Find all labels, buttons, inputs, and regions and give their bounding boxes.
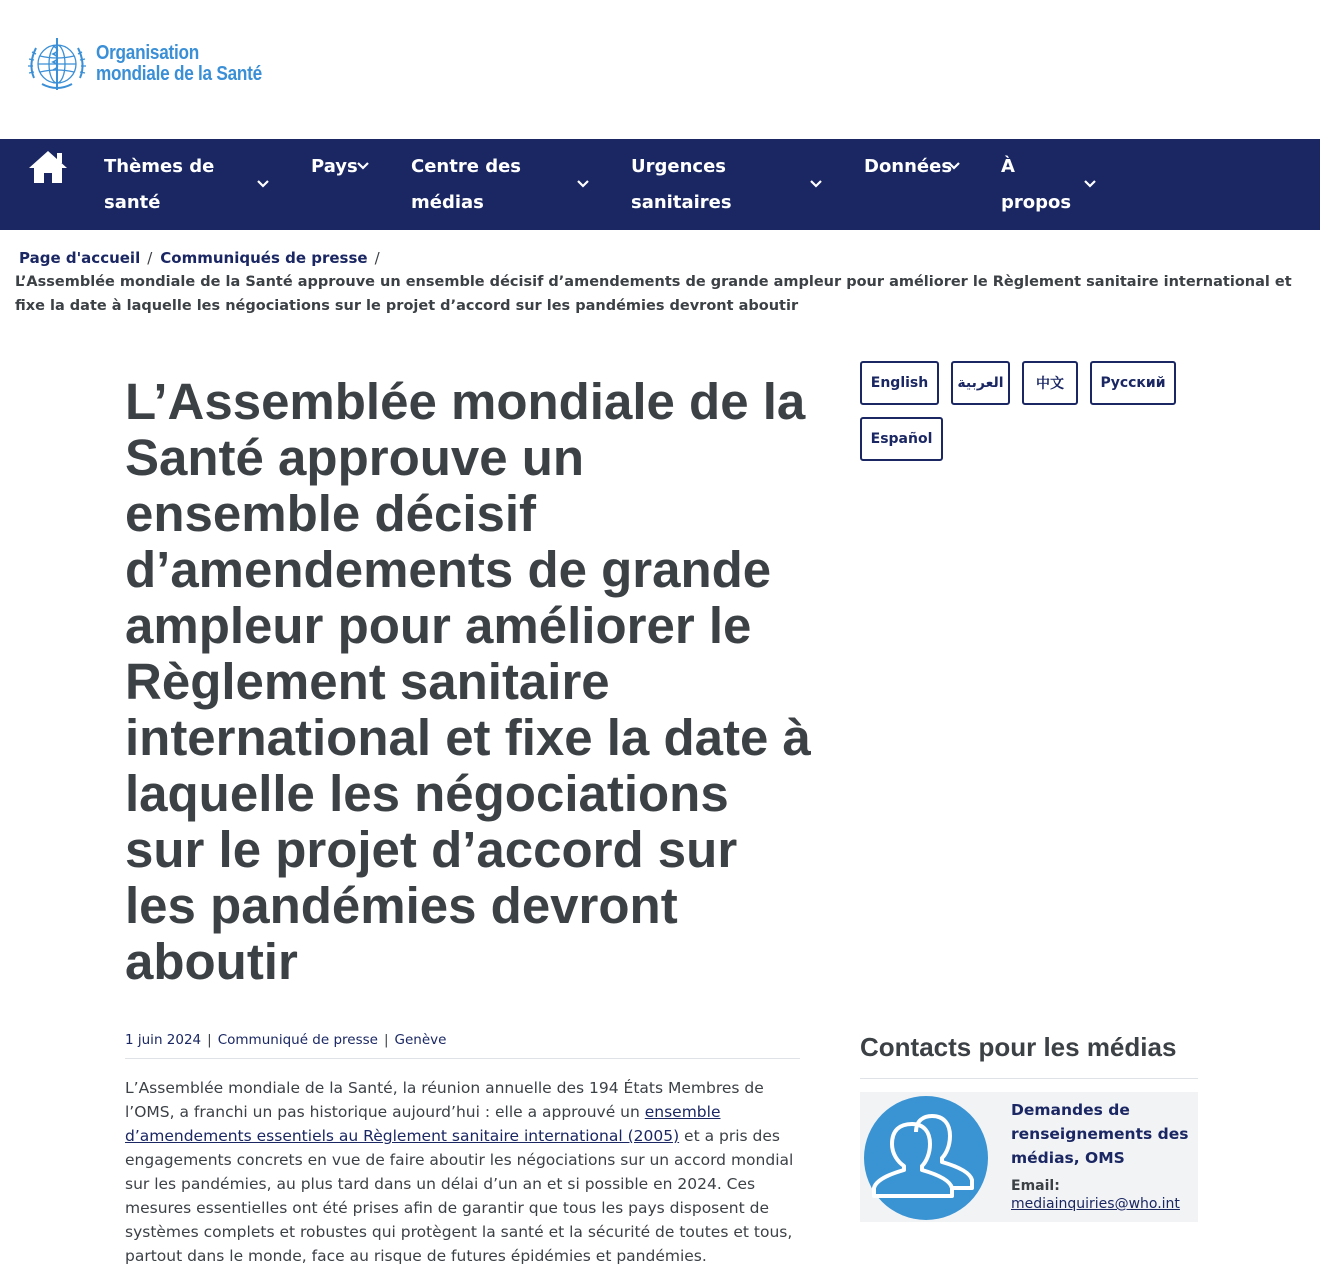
media-contacts-heading: Contacts pour les médias — [860, 1032, 1198, 1079]
nav-item-label: Centre des — [411, 156, 521, 177]
breadcrumb — [15, 246, 1305, 318]
lang-button-chinese[interactable]: 中文 — [1022, 361, 1078, 405]
nav-item-label: Urgences — [631, 156, 726, 177]
nav-item-label: Données — [864, 156, 953, 177]
nav-item-label: santé — [104, 192, 161, 213]
nav-item-about[interactable] — [1001, 139, 1111, 230]
who-emblem-icon — [24, 34, 90, 94]
who-logo[interactable] — [24, 34, 289, 94]
chevron-down-icon — [256, 179, 270, 189]
who-wordmark — [96, 43, 262, 85]
lead-text-after: et a pris des engagements concrets en vue de faire aboutir les négociations sur un accord mondial sur les pandémies, au plus tard dans un délai d’un an et si possible en 2024. Ces mesures essentielles ont été prises afin de garantir que tous les pays disposent de systèmes complets et robustes qui protègent la santé et la sécurité de toutes et tous, partout dans le monde, face au risque de futures épidémies et pandémies. — [125, 1127, 794, 1265]
chevron-down-icon — [356, 161, 370, 171]
breadcrumb-separator: / — [147, 249, 153, 267]
nav-item-themes[interactable] — [104, 139, 274, 230]
contact-email-label: Email: — [1011, 1178, 1060, 1194]
nav-item-label: sanitaires — [631, 192, 732, 213]
lang-button-english[interactable]: English — [860, 361, 939, 405]
home-icon[interactable] — [28, 149, 68, 185]
lead-text-before: L’Assemblée mondiale de la Santé, la réunion annuelle des 194 États Membres de l’OMS, a franchi un pas historique aujourd’hui : elle a approuvé un — [125, 1079, 764, 1121]
chevron-down-icon — [1083, 179, 1097, 189]
nav-item-label: propos — [1001, 192, 1072, 213]
contact-name: Demandes de renseignements des médias, OMS — [1011, 1101, 1189, 1167]
page-title: L’Assemblée mondiale de la Santé approuve un ensemble décisif d’amendements de grande ampleur pour améliorer le Règlement sanitaire international et fixe la date à laquelle les négociations sur le projet d’accord sur les pandémies devront aboutir — [125, 373, 811, 990]
breadcrumb-home-link[interactable]: Page d'accueil — [19, 249, 141, 267]
nav-item-countries[interactable] — [311, 139, 381, 230]
lang-button-spanish[interactable]: Español — [860, 417, 943, 461]
brand-line-2: mondiale de la Santé — [96, 63, 262, 85]
breadcrumb-separator: / — [374, 249, 380, 267]
avatar — [864, 1096, 988, 1220]
article-location: Genève — [394, 1032, 447, 1048]
brand-line-1: Organisation — [96, 42, 199, 64]
people-icon — [864, 1096, 988, 1220]
article-lead-paragraph — [125, 1076, 805, 1268]
meta-separator: | — [207, 1032, 212, 1048]
nav-item-media-centre[interactable] — [411, 139, 601, 230]
breadcrumb-press-releases-link[interactable]: Communiqués de presse — [160, 249, 368, 267]
lang-button-arabic[interactable]: العربية — [951, 361, 1010, 405]
nav-item-label: Pays — [311, 156, 358, 177]
main-nav — [0, 139, 1320, 230]
media-contact-card — [860, 1092, 1198, 1222]
chevron-down-icon — [809, 179, 823, 189]
article-date: 1 juin 2024 — [125, 1032, 202, 1048]
meta-separator: | — [383, 1032, 389, 1048]
lang-button-russian[interactable]: Русский — [1090, 361, 1176, 405]
nav-item-label: Thèmes de — [104, 156, 215, 177]
chevron-down-icon — [576, 179, 590, 189]
nav-item-label: médias — [411, 192, 484, 213]
chevron-down-icon — [947, 161, 961, 171]
article-meta — [125, 1032, 800, 1059]
nav-item-emergencies[interactable] — [631, 139, 831, 230]
article-type: Communiqué de presse — [217, 1032, 378, 1048]
breadcrumb-current-page: L’Assemblée mondiale de la Santé approuve un ensemble décisif d’amendements de grande ampleur pour améliorer le Règlement sanitaire international et fixe la date à laquelle les négociations sur le projet d’accord sur les pandémies devront aboutir — [15, 274, 1292, 314]
ihr-amendments-link[interactable]: ensemble d’amendements essentiels au Règlement sanitaire international (2005) — [125, 1103, 721, 1145]
contact-email-link[interactable]: mediainquiries@who.int — [1011, 1196, 1180, 1212]
nav-item-label: À — [1001, 156, 1015, 177]
nav-item-data[interactable] — [864, 139, 974, 230]
